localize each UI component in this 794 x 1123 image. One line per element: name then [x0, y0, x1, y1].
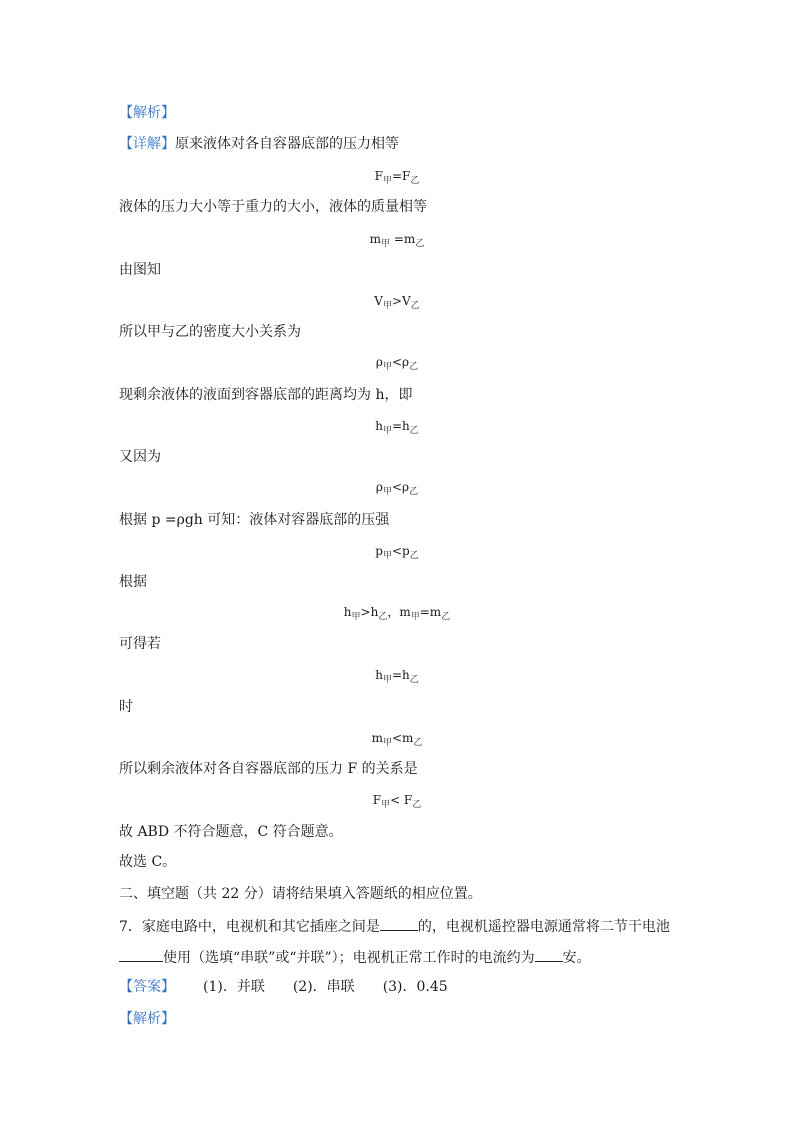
answer-3: (3)．0.45 [382, 979, 448, 995]
equation-pressure: $p_甲<p_乙$ [375, 544, 419, 561]
text-line: 根据 [119, 574, 147, 590]
answer-blank-3 [535, 947, 563, 962]
answer-label: 【答案】 [119, 979, 175, 995]
equation-height-mass: $h_甲>h_乙$，$m_甲=m_乙$ [343, 605, 451, 622]
answer-1: (1)．并联 [203, 979, 265, 995]
answer-blank-1 [380, 916, 418, 931]
answer-line [119, 978, 448, 996]
equation-force-less: $F_甲< F_乙$ [372, 793, 422, 810]
text-line: 可得若 [119, 636, 161, 652]
text-line: 所以甲与乙的密度大小关系为 [119, 324, 301, 340]
equation-height-equal-2: $h_甲=h_乙$ [375, 668, 419, 685]
detail-text: 原来液体对各自容器底部的压力相等 [175, 136, 399, 152]
detail-line [119, 135, 399, 153]
detail-label: 【详解】 [119, 136, 175, 152]
equation-density: $\rho_甲<\rho_乙$ [375, 355, 419, 372]
answer-blank-2 [119, 947, 163, 962]
equation-density-2: $\rho_甲<\rho_乙$ [375, 480, 419, 497]
question-7-line-1: 7．家庭电路中，电视机和其它插座之间是 的，电视机遥控器电源通常将二节干电池 [119, 916, 670, 936]
equation-force-equal: $F_甲=F_乙$ [374, 169, 420, 186]
choice-line: 故选 C。 [119, 854, 177, 870]
text-line: 时 [119, 699, 133, 715]
analysis-heading-2: 【解析】 [119, 1011, 175, 1027]
section-heading: 二、填空题（共 22 分）请将结果填入答题纸的相应位置。 [119, 886, 482, 902]
equation-volume: $V_甲>V_乙$ [374, 294, 420, 311]
text-line: 由图知 [119, 262, 161, 278]
equation-mass-less: $m_甲<m_乙$ [371, 731, 423, 748]
conclusion-line: 故 ABD 不符合题意，C 符合题意。 [119, 824, 343, 840]
analysis-heading: 【解析】 [119, 105, 175, 121]
answer-2: (2)．串联 [292, 979, 355, 995]
text-line: 又因为 [119, 449, 161, 465]
text-line: 根据 p =ρgh 可知：液体对容器底部的压强 [119, 512, 390, 528]
text-line: 现剩余液体的液面到容器底部的距离均为 h，即 [119, 387, 413, 403]
equation-mass-equal: $m_甲 =m_乙$ [369, 232, 425, 249]
equation-height-equal: $h_甲=h_乙$ [375, 419, 419, 436]
text-line: 所以剩余液体对各自容器底部的压力 F 的关系是 [119, 761, 418, 777]
question-7-line-2: 使用（选填“串联”或“并联”）；电视机正常工作时的电流约为 安。 [119, 947, 591, 967]
text-line: 液体的压力大小等于重力的大小，液体的质量相等 [119, 199, 427, 215]
